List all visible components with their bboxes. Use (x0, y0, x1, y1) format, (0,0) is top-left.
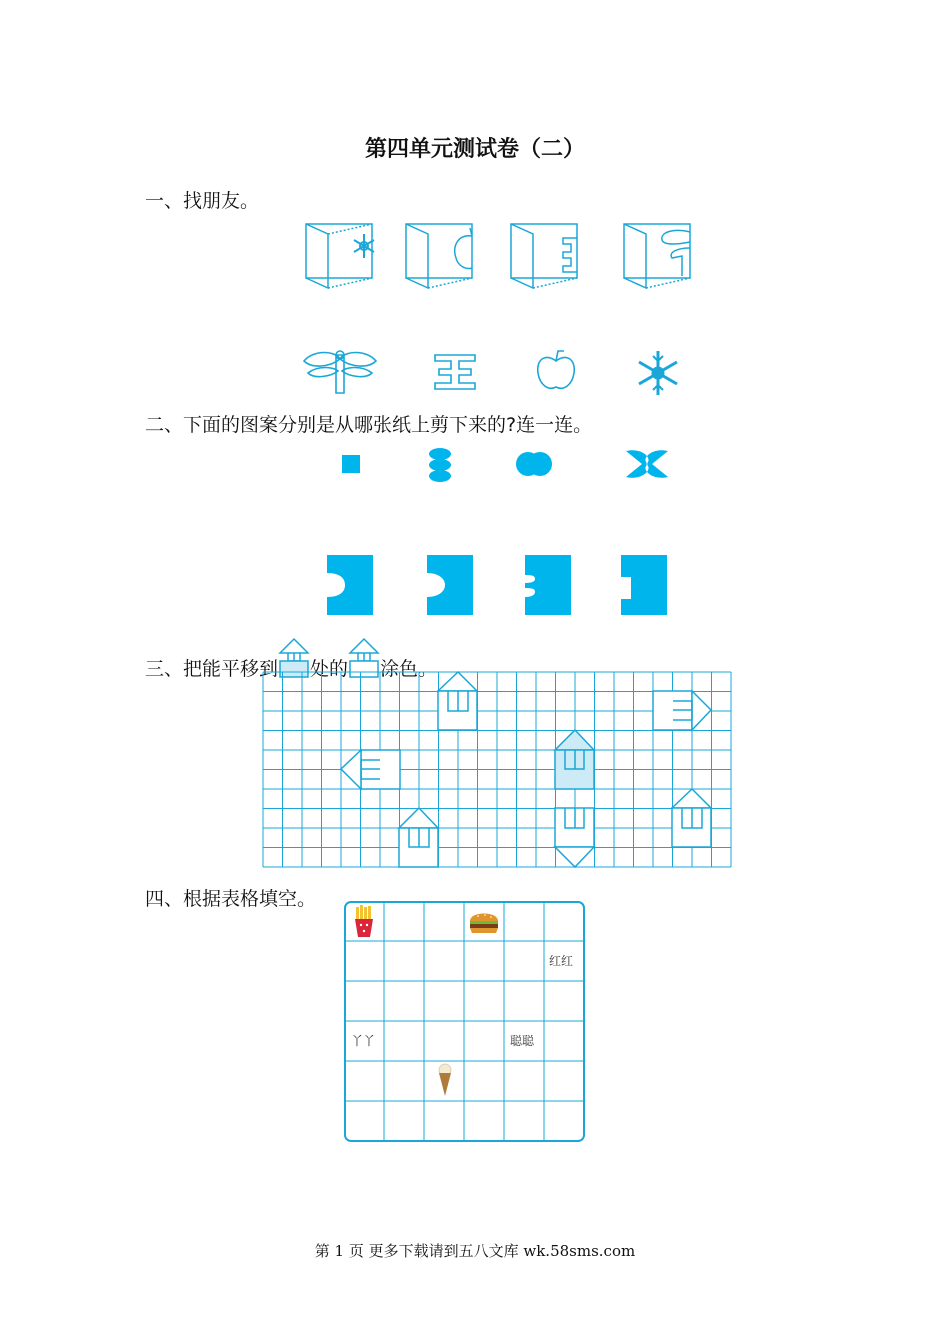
paper-circle-hole (427, 555, 473, 615)
page-footer: 第 1 页 更多下载请到五八文库 wk.58sms.com (314, 1242, 636, 1260)
question-1: 一、找朋友。 (145, 190, 260, 212)
butterfly-piece (626, 450, 668, 478)
arrow-shape-left (341, 750, 400, 789)
paper-square-hole (621, 555, 667, 615)
square-piece (342, 455, 360, 473)
question-4: 四、根据表格填空。 (145, 888, 317, 910)
stacked-ovals-piece (429, 448, 451, 482)
apple-shape (538, 351, 575, 388)
arrow-shape-target (555, 730, 594, 789)
cut-pieces-row (330, 445, 680, 485)
fries-icon (355, 905, 373, 937)
cutout-shapes-row (300, 345, 700, 400)
dragonfly-shape (304, 351, 376, 393)
arrow-shape-right (653, 691, 711, 730)
double-circle-piece (516, 452, 552, 476)
folded-card-snowflake (306, 224, 374, 288)
folded-card-wang (511, 224, 577, 288)
snowflake-shape (639, 351, 677, 395)
folded-papers-row (300, 218, 700, 293)
question-3: 三、把能平移到 处的 涂色。 (145, 645, 437, 685)
label-yaya: 丫丫 (351, 1034, 376, 1048)
wang-shape (435, 355, 475, 389)
arrow-shape-down (555, 808, 594, 867)
paper-semicircle-hole (327, 555, 373, 615)
arrow-shape-up-2 (399, 808, 438, 867)
holed-papers-row (325, 555, 675, 617)
arrow-shape-up-1 (438, 672, 477, 730)
paper-triple-hole (525, 555, 571, 615)
label-honghong: 红红 (549, 954, 574, 968)
question-2: 二、下面的图案分别是从哪张纸上剪下来的?连一连。 (145, 414, 593, 436)
label-congcong: 聪聪 (510, 1034, 535, 1048)
position-table (344, 901, 586, 1143)
hamburger-icon (470, 914, 498, 934)
folded-card-dragonfly (624, 224, 690, 288)
page-title: 第四单元测试卷（二） (364, 136, 585, 162)
folded-card-apple (406, 224, 472, 288)
arrow-shape-up-3 (672, 789, 711, 847)
translation-grid (263, 672, 733, 868)
